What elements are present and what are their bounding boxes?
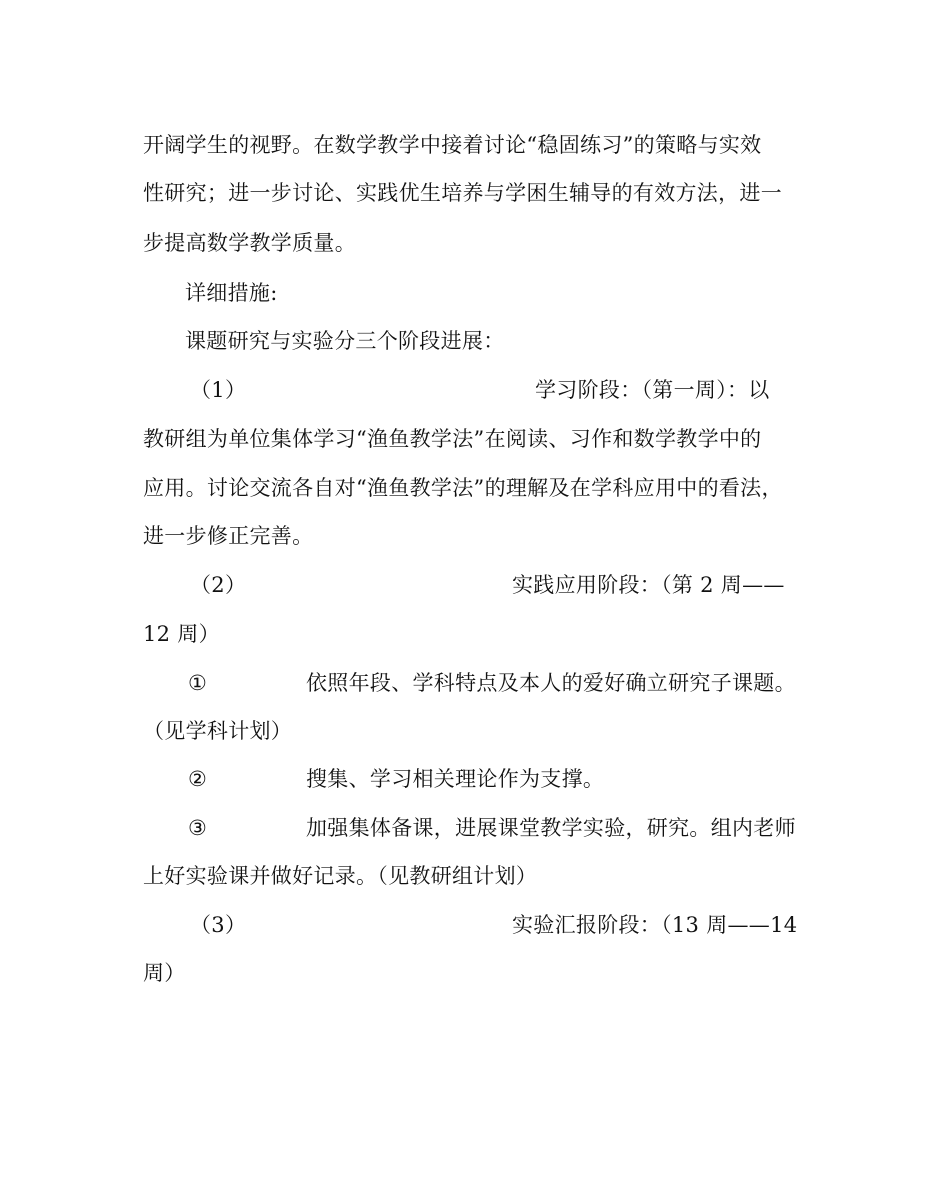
item-marker: ① <box>188 671 208 695</box>
paragraph-line: 进一步修正完善。 <box>143 524 314 548</box>
paragraph-line: 性研究；进一步讨论、实践优生培养与学困生辅导的有效方法，进一 <box>143 181 782 205</box>
item-marker: ③ <box>188 816 208 840</box>
paragraph-line: 上好实验课并做好记录。（见教研组计划） <box>143 864 538 888</box>
stage-title: 实践应用阶段：（第 2 周—— <box>512 573 785 597</box>
stage-number: （2） <box>190 573 247 597</box>
item-text: 加强集体备课，进展课堂教学实验，研究。组内老师 <box>306 816 796 840</box>
stage-number: （3） <box>190 913 247 937</box>
item-marker: ② <box>188 767 208 791</box>
paragraph-line: 教研组为单位集体学习“渔鱼教学法”在阅读、习作和数学教学中的 <box>143 427 762 451</box>
paragraph-line: 步提高数学教学质量。 <box>143 231 356 255</box>
item-text: 搜集、学习相关理论作为支撑。 <box>306 767 605 791</box>
section-heading: 详细措施: <box>185 281 278 305</box>
stage-title: 实验汇报阶段：（13 周——14 <box>512 913 798 937</box>
stage-title: 学习阶段：（第一周）：以 <box>535 378 770 402</box>
item-text: 依照年段、学科特点及本人的爱好确立研究子课题。 <box>306 671 796 695</box>
paragraph-line: 12 周） <box>143 622 220 646</box>
paragraph-line: 课题研究与实验分三个阶段进展： <box>185 329 505 353</box>
stage-number: （1） <box>190 378 247 402</box>
paragraph-line: 周） <box>143 961 186 985</box>
paragraph-line: 应用。讨论交流各自对“渔鱼教学法”的理解及在学科应用中的看法， <box>143 476 783 500</box>
paragraph-line: 开阔学生的视野。在数学教学中接着讨论“稳固练习”的策略与实效 <box>143 133 762 157</box>
paragraph-line: （见学科计划） <box>143 719 293 743</box>
